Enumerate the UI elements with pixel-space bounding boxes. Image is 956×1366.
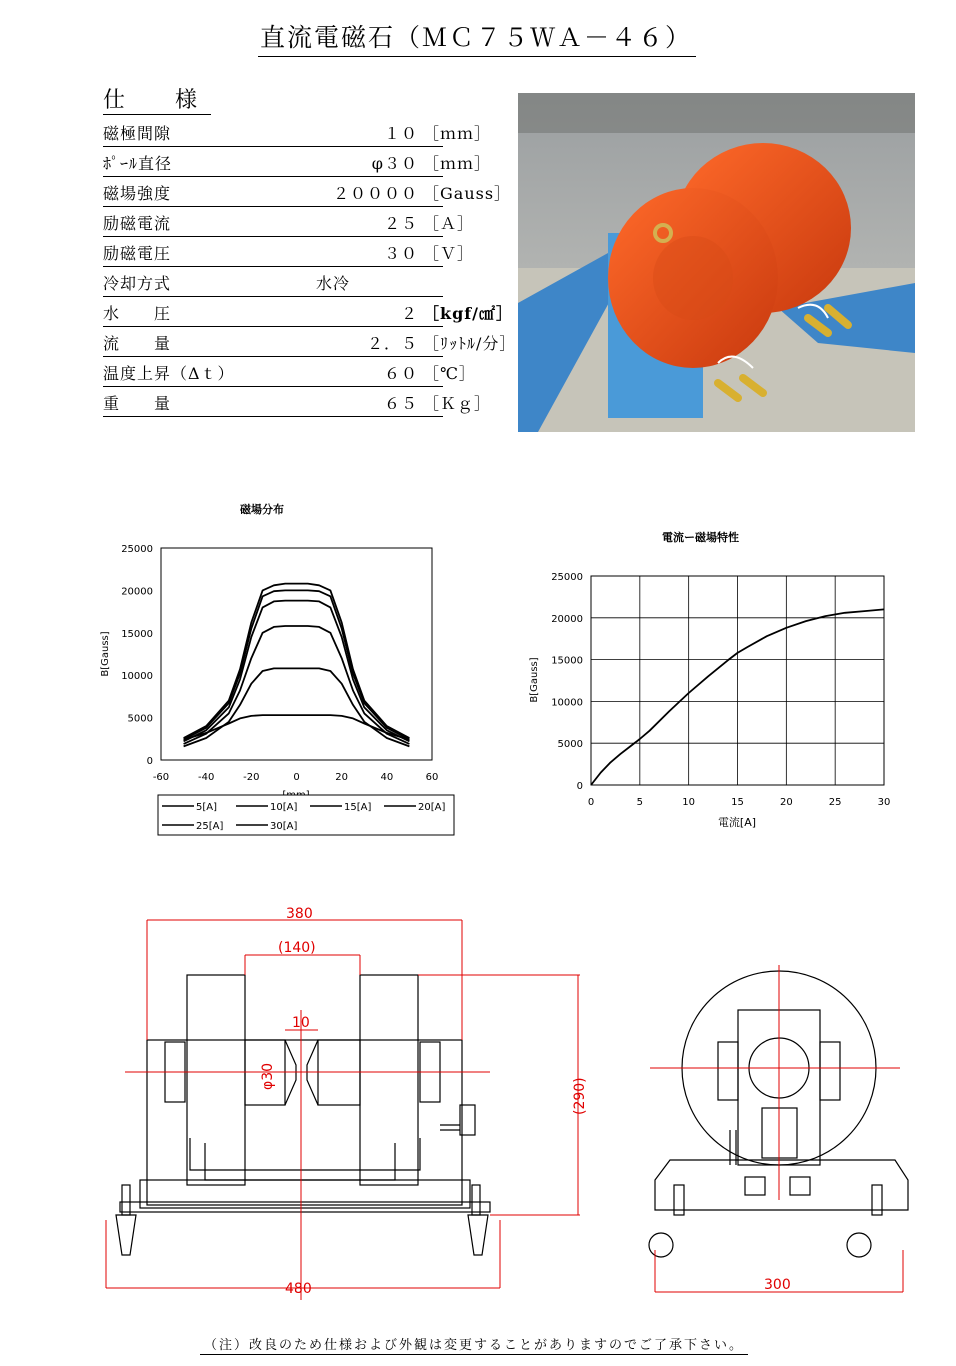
spec-unit: ［Ａ］: [423, 214, 475, 233]
spec-row-pole-diameter: [103, 149, 492, 177]
x-tick-label: 40: [380, 772, 394, 783]
footnote: （注）改良のため仕様および外観は変更することがありますのでご了承下さい。: [200, 1334, 748, 1355]
chart2-y-axis-label: B[Gauss]: [529, 657, 540, 703]
y-tick-label: 20000: [121, 586, 153, 598]
spec-value: ２．５: [366, 334, 418, 353]
spec-heading: 仕 様: [103, 88, 212, 113]
legend-label: 20[A]: [418, 802, 446, 813]
spec-label: 磁場強度: [103, 184, 172, 203]
x-tick-label: 10: [682, 797, 696, 808]
y-tick-label: 0: [576, 781, 583, 792]
y-tick-label: 15000: [551, 655, 583, 667]
x-tick-label: 0: [587, 797, 595, 808]
spec-row-cooling: [103, 269, 443, 297]
spec-unit: ［ｍｍ］: [423, 154, 492, 173]
field-distribution-chart: [90, 530, 470, 842]
y-tick-label: 10000: [551, 697, 583, 709]
spec-label: 磁極間隙: [103, 124, 172, 143]
chart2-x-axis-label: 電流[A]: [717, 816, 757, 829]
spec-unit: ［kgf/㎠］: [423, 304, 514, 323]
y-tick-label: 0: [146, 756, 153, 767]
dim-pole-span: (140): [278, 940, 316, 956]
y-tick-label: 10000: [121, 671, 153, 683]
spec-value: φ３０: [371, 154, 418, 173]
x-tick-label: -60: [152, 772, 170, 783]
spec-label: 重 量: [103, 394, 172, 413]
spec-unit: ［ﾘｯﾄﾙ/分］: [423, 334, 517, 353]
front-view-right-coil: [360, 975, 418, 1185]
legend-label: 15[A]: [344, 802, 372, 813]
spec-unit: ［Gauss］: [423, 184, 512, 203]
legend-label: 30[A]: [270, 821, 298, 832]
x-tick-label: 20: [779, 797, 793, 808]
x-tick-label: 60: [425, 772, 439, 783]
y-tick-label: 20000: [551, 613, 583, 625]
dim-bottom-width: 480: [285, 1281, 312, 1297]
spec-row-water-pressure: [103, 299, 514, 327]
spec-unit: ［Ｖ］: [423, 244, 475, 263]
legend-label: 10[A]: [270, 802, 298, 813]
y-tick-label: 15000: [121, 628, 153, 640]
spec-value: ６５: [383, 394, 418, 413]
x-tick-label: 5: [636, 797, 644, 808]
legend-label: 25[A]: [196, 821, 224, 832]
x-tick-label: 25: [828, 797, 842, 808]
x-tick-label: 30: [877, 797, 891, 808]
y-tick-label: 25000: [121, 544, 153, 555]
spec-unit: ［Ｋｇ］: [423, 394, 492, 413]
spec-label: 励磁電圧: [103, 244, 172, 263]
spec-label: ﾎﾟｰﾙ直径: [103, 154, 173, 173]
y-tick-label: 5000: [557, 739, 583, 751]
dim-pole-diameter: φ30: [260, 1062, 276, 1090]
spec-row-flow-rate: [103, 329, 517, 357]
spec-unit: ［℃］: [423, 364, 476, 383]
spec-row-field-strength: [103, 179, 512, 207]
x-tick-label: 0: [293, 772, 300, 783]
dim-gap: 10: [292, 1015, 310, 1031]
spec-value: ２５: [383, 214, 418, 233]
chart1-title: 磁場分布: [240, 503, 284, 516]
spec-label: 流 量: [103, 334, 172, 353]
spec-unit: ［ｍｍ］: [423, 124, 492, 143]
dim-side-width: 300: [764, 1277, 791, 1293]
x-tick-label: -20: [243, 772, 260, 783]
spec-row-pole-gap: [103, 119, 492, 147]
spec-value: ２: [400, 304, 418, 323]
x-tick-label: 15: [731, 797, 744, 808]
spec-label: 水 圧: [103, 304, 172, 323]
x-tick-label: -40: [197, 772, 215, 783]
y-tick-label: 25000: [551, 572, 583, 583]
product-photo: [518, 93, 915, 432]
spec-row-weight: [103, 389, 492, 417]
spec-value: １０: [383, 124, 418, 143]
spec-row-temperature-rise: [103, 359, 476, 387]
chart2-title: 電流ー磁場特性: [662, 531, 739, 544]
spec-row-excitation-current: [103, 209, 475, 237]
spec-value: 水冷: [315, 274, 350, 293]
legend-label: 5[A]: [196, 802, 218, 813]
chart1-y-axis-label: B[Gauss]: [100, 631, 111, 677]
spec-value: ２００００: [332, 184, 418, 203]
dim-top-width: 380: [286, 906, 313, 922]
dim-height: (290): [572, 1077, 588, 1115]
spec-label: 冷却方式: [103, 274, 172, 293]
technical-drawing: [0, 880, 956, 1320]
spec-value: ６０: [383, 364, 418, 383]
spec-label: 励磁電流: [103, 214, 172, 233]
spec-value: ３０: [383, 244, 418, 263]
page-title: 直流電磁石（ＭＣ７５ＷＡ－４６）: [258, 18, 696, 57]
x-tick-label: 20: [335, 772, 349, 783]
spec-label: 温度上昇（Δｔ）: [103, 364, 235, 383]
front-view-left-coil: [187, 975, 245, 1185]
y-tick-label: 5000: [127, 713, 153, 725]
spec-row-excitation-voltage: [103, 239, 475, 267]
current-field-chart: [520, 560, 910, 835]
